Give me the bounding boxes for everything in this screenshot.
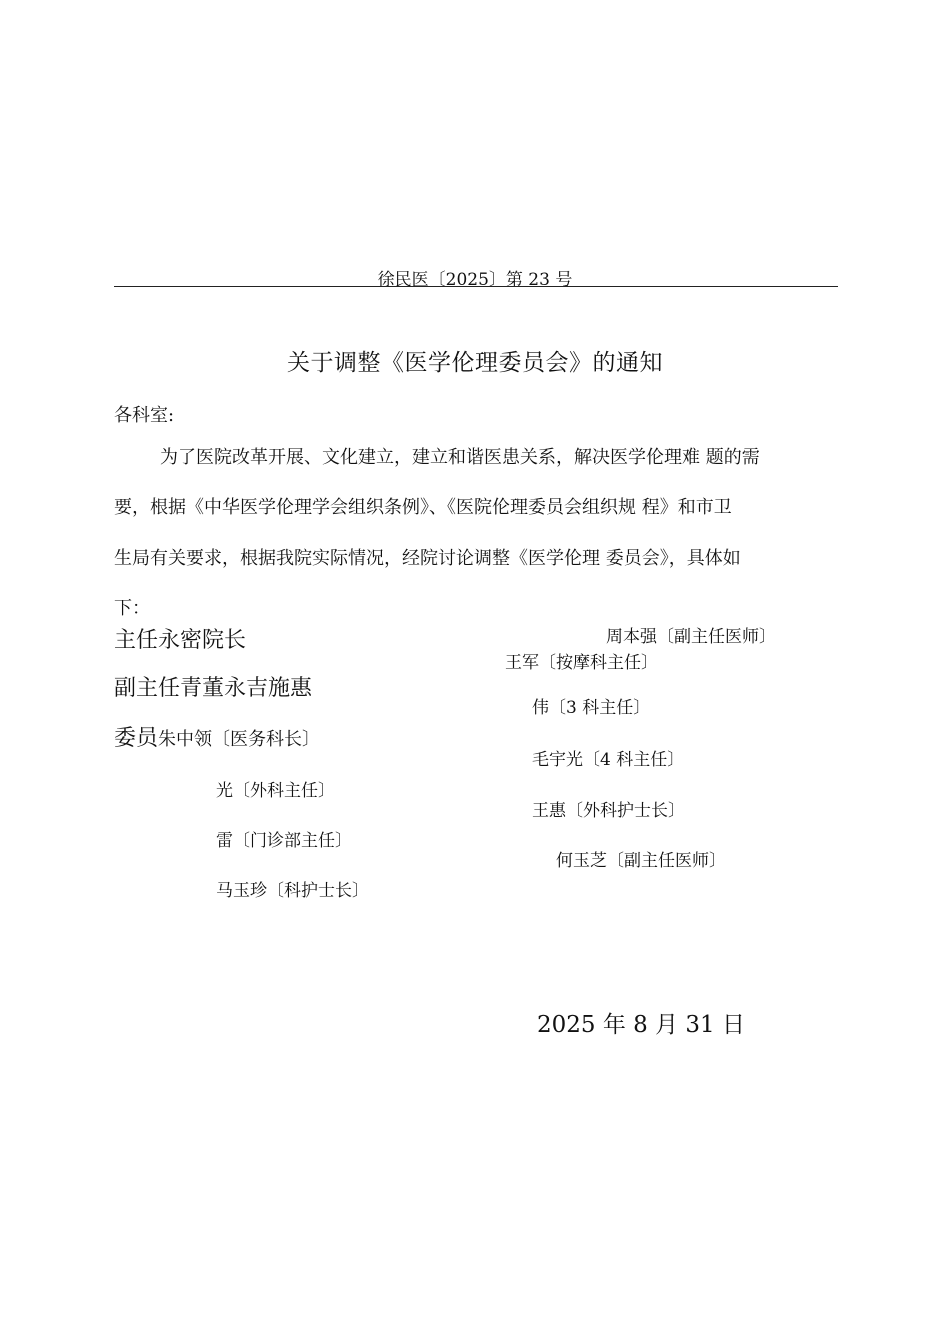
committee-members-row <box>114 721 320 752</box>
member-item: 伟〔3 科主任〕 <box>532 698 651 718</box>
members-label: 委员 <box>114 726 159 751</box>
body-line-3: 生局有关要求，根据我院实际情况，经院讨论调整《医学伦理 委员会》，具体如 <box>114 548 741 569</box>
member-item: 何玉芝〔副主任医师〕 <box>556 851 726 871</box>
member-item: 光〔外科主任〕 <box>216 781 335 801</box>
body-line-2: 要，根据《中华医学伦理学会组织条例》、《医院伦理委员会组织规 程》和市卫 <box>114 497 732 518</box>
member-item: 毛宇光〔4 科主任〕 <box>532 750 685 770</box>
body-line-1: 为了医院改革开展、文化建立，建立和谐医患关系，解决医学伦理难 题的需 <box>160 447 760 468</box>
salutation: 各科室: <box>114 405 175 426</box>
committee-chair: 主任永密院长 <box>114 628 247 653</box>
member-item: 周本强〔副主任医师〕 <box>606 627 776 647</box>
notice-title: 关于调整《医学伦理委员会》的通知 <box>287 350 663 376</box>
member-item: 雷〔门诊部主任〕 <box>216 831 352 851</box>
member-item: 朱中领〔医务科长〕 <box>158 729 321 750</box>
member-item: 王军〔按摩科主任〕 <box>505 653 658 673</box>
header-divider <box>114 286 838 287</box>
member-item: 马玉珍〔科护士长〕 <box>216 881 369 901</box>
body-line-4: 下： <box>114 598 150 619</box>
document-number: 徐民医〔2025〕第 23 号 <box>377 270 573 290</box>
member-item: 王惠〔外科护士长〕 <box>532 801 685 821</box>
issue-date: 2025 年 8 月 31 日 <box>537 1012 745 1038</box>
committee-vice-chair: 副主任青董永吉施惠 <box>114 676 313 701</box>
